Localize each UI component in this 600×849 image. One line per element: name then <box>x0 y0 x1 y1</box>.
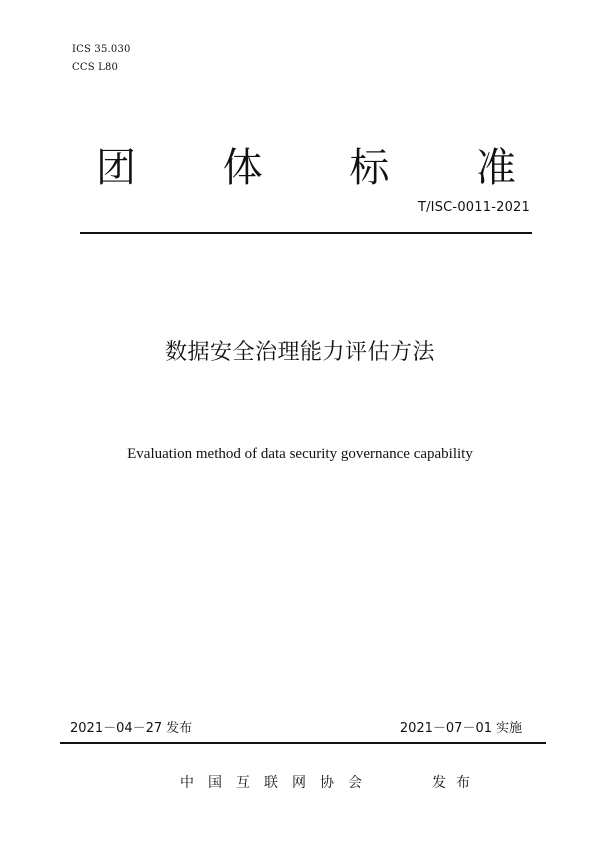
standard-type-char: 准 <box>475 145 516 191</box>
publisher-action: 发布 <box>432 775 480 791</box>
standard-number: T/ISC-0011-2021 <box>417 200 530 215</box>
implement-date-line <box>400 720 522 738</box>
footer-rule-divider <box>60 742 546 744</box>
ccs-code: CCS L80 <box>72 62 119 73</box>
publish-label: 发布 <box>166 721 193 736</box>
document-title-zh: 数据安全治理能力评估方法 <box>164 340 435 365</box>
document-title-en: Evaluation method of data security governance capability <box>127 446 473 462</box>
publish-date-line <box>70 720 192 738</box>
header-rule-divider <box>80 232 532 234</box>
implement-label: 实施 <box>495 721 522 736</box>
standard-type-char: 体 <box>222 145 263 191</box>
standard-type-heading <box>96 140 516 196</box>
publisher-name: 中国互联网协会 <box>180 775 376 791</box>
standard-type-char: 团 <box>96 145 136 191</box>
standard-type-char: 标 <box>349 145 390 191</box>
implement-date: 2021－07－01 <box>399 721 492 736</box>
publisher-line <box>0 772 600 794</box>
publish-date: 2021－04－27 <box>70 721 163 736</box>
ics-code: ICS 35.030 <box>72 44 131 55</box>
